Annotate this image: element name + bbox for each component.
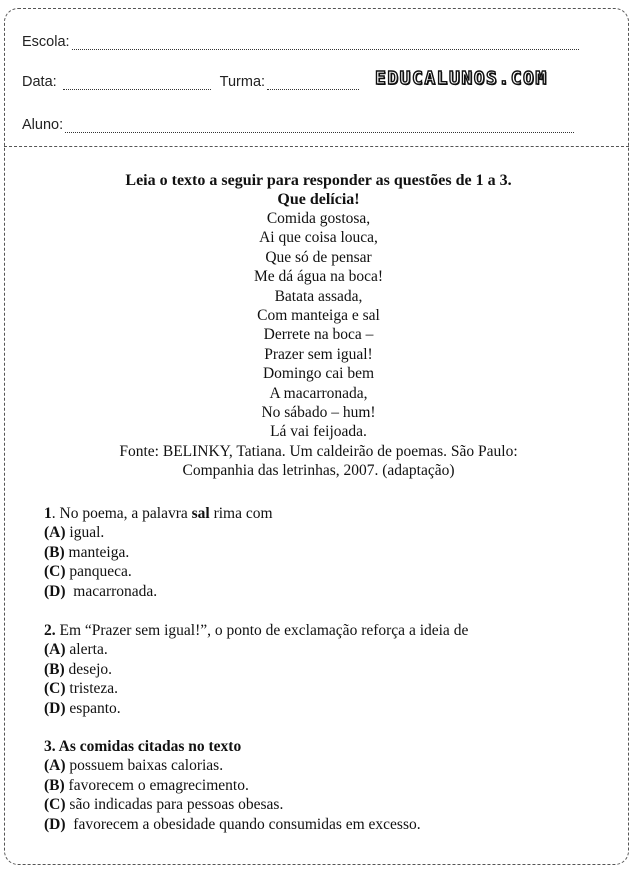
option-c[interactable] (44, 679, 468, 698)
question-2 (44, 621, 468, 718)
header-separator (4, 146, 629, 147)
stem-text: . No poema, a palavra (51, 505, 192, 522)
data-line[interactable] (63, 77, 211, 90)
option-text: manteiga. (64, 543, 130, 561)
question-1-stem (44, 504, 273, 523)
poem-line: Ai que coisa louca, (259, 229, 378, 247)
data-label: Data: (22, 74, 57, 90)
poem-line: Comida gostosa, (266, 210, 371, 227)
poem-line: Lá vai feijoada. (270, 423, 367, 441)
aluno-line[interactable] (65, 120, 574, 133)
stem-keyword: sal (191, 505, 210, 522)
option-b[interactable] (44, 543, 273, 562)
option-letter: (B) (44, 776, 65, 794)
escola-line[interactable] (72, 37, 579, 50)
option-text: macarronada. (65, 582, 158, 600)
option-letter: (D) (44, 815, 66, 833)
option-letter: (B) (44, 543, 65, 561)
question-1 (44, 504, 273, 601)
option-a[interactable] (44, 756, 421, 775)
poem-line: Prazer sem igual! (264, 345, 373, 363)
educalunos-logo: EDUCALUNOS.COM (375, 68, 548, 89)
poem-line: No sábado – hum! (261, 404, 376, 422)
poem-line: Com manteiga e sal (257, 307, 380, 325)
question-3 (44, 737, 421, 834)
option-d[interactable] (44, 699, 468, 718)
stem-text: 3. As comidas citadas no texto (44, 738, 242, 755)
option-text: possuem baixas calorias. (65, 757, 224, 775)
option-text: são indicadas para pessoas obesas. (65, 796, 284, 814)
escola-label: Escola: (22, 34, 70, 50)
source-line: Fonte: BELINKY, Tatiana. Um caldeirão de poemas. São Paulo: (119, 443, 518, 460)
poem-title: Que delícia! (277, 191, 360, 208)
option-letter: (D) (44, 699, 66, 717)
option-letter: (C) (44, 796, 66, 814)
option-letter: (C) (44, 680, 66, 698)
option-letter: (A) (44, 524, 66, 542)
question-number: 1 (44, 505, 52, 522)
stem-text: Em “Prazer sem igual!”, o ponto de exclamação reforça a ideia de (55, 622, 469, 639)
option-a[interactable] (44, 523, 273, 542)
question-2-stem (44, 621, 468, 640)
data-turma-row (22, 74, 359, 90)
poem-line: Me dá água na boca! (253, 268, 384, 286)
option-c[interactable] (44, 795, 421, 814)
option-text: favorecem a obesidade quando consumidas em excesso. (65, 815, 421, 833)
option-letter: (A) (44, 757, 66, 775)
turma-line[interactable] (267, 77, 359, 90)
poem (0, 209, 637, 442)
option-text: desejo. (64, 660, 113, 678)
escola-row (22, 34, 579, 50)
question-3-stem (44, 737, 421, 756)
poem-line: A macarronada, (269, 384, 368, 402)
aluno-row (22, 117, 574, 133)
option-d[interactable] (44, 815, 421, 834)
question-number: 2. (44, 622, 56, 639)
option-text: panqueca. (65, 563, 132, 581)
option-letter: (D) (44, 582, 66, 600)
option-text: favorecem o emagrecimento. (64, 776, 249, 794)
turma-label: Turma: (219, 74, 266, 90)
option-b[interactable] (44, 660, 468, 679)
option-letter: (A) (44, 641, 66, 659)
option-text: espanto. (65, 699, 121, 717)
poem-line: Batata assada, (274, 287, 363, 305)
poem-line: Derrete na boca – (263, 326, 374, 344)
instruction-text: Leia o texto a seguir para responder as questões de 1 a 3. (125, 172, 512, 189)
option-c[interactable] (44, 562, 273, 581)
option-text: tristeza. (65, 680, 119, 698)
option-text: alerta. (65, 641, 108, 659)
option-d[interactable] (44, 582, 273, 601)
option-text: igual. (65, 524, 105, 542)
option-letter: (B) (44, 660, 65, 678)
aluno-label: Aluno: (22, 117, 64, 133)
stem-text: rima com (209, 505, 273, 522)
option-b[interactable] (44, 776, 421, 795)
poem-source (0, 442, 637, 481)
poem-line: Domingo cai bem (262, 365, 375, 383)
option-a[interactable] (44, 640, 468, 659)
poem-line: Que só de pensar (265, 248, 372, 266)
option-letter: (C) (44, 563, 66, 581)
source-line: Companhia das letrinhas, 2007. (adaptação) (182, 462, 455, 480)
